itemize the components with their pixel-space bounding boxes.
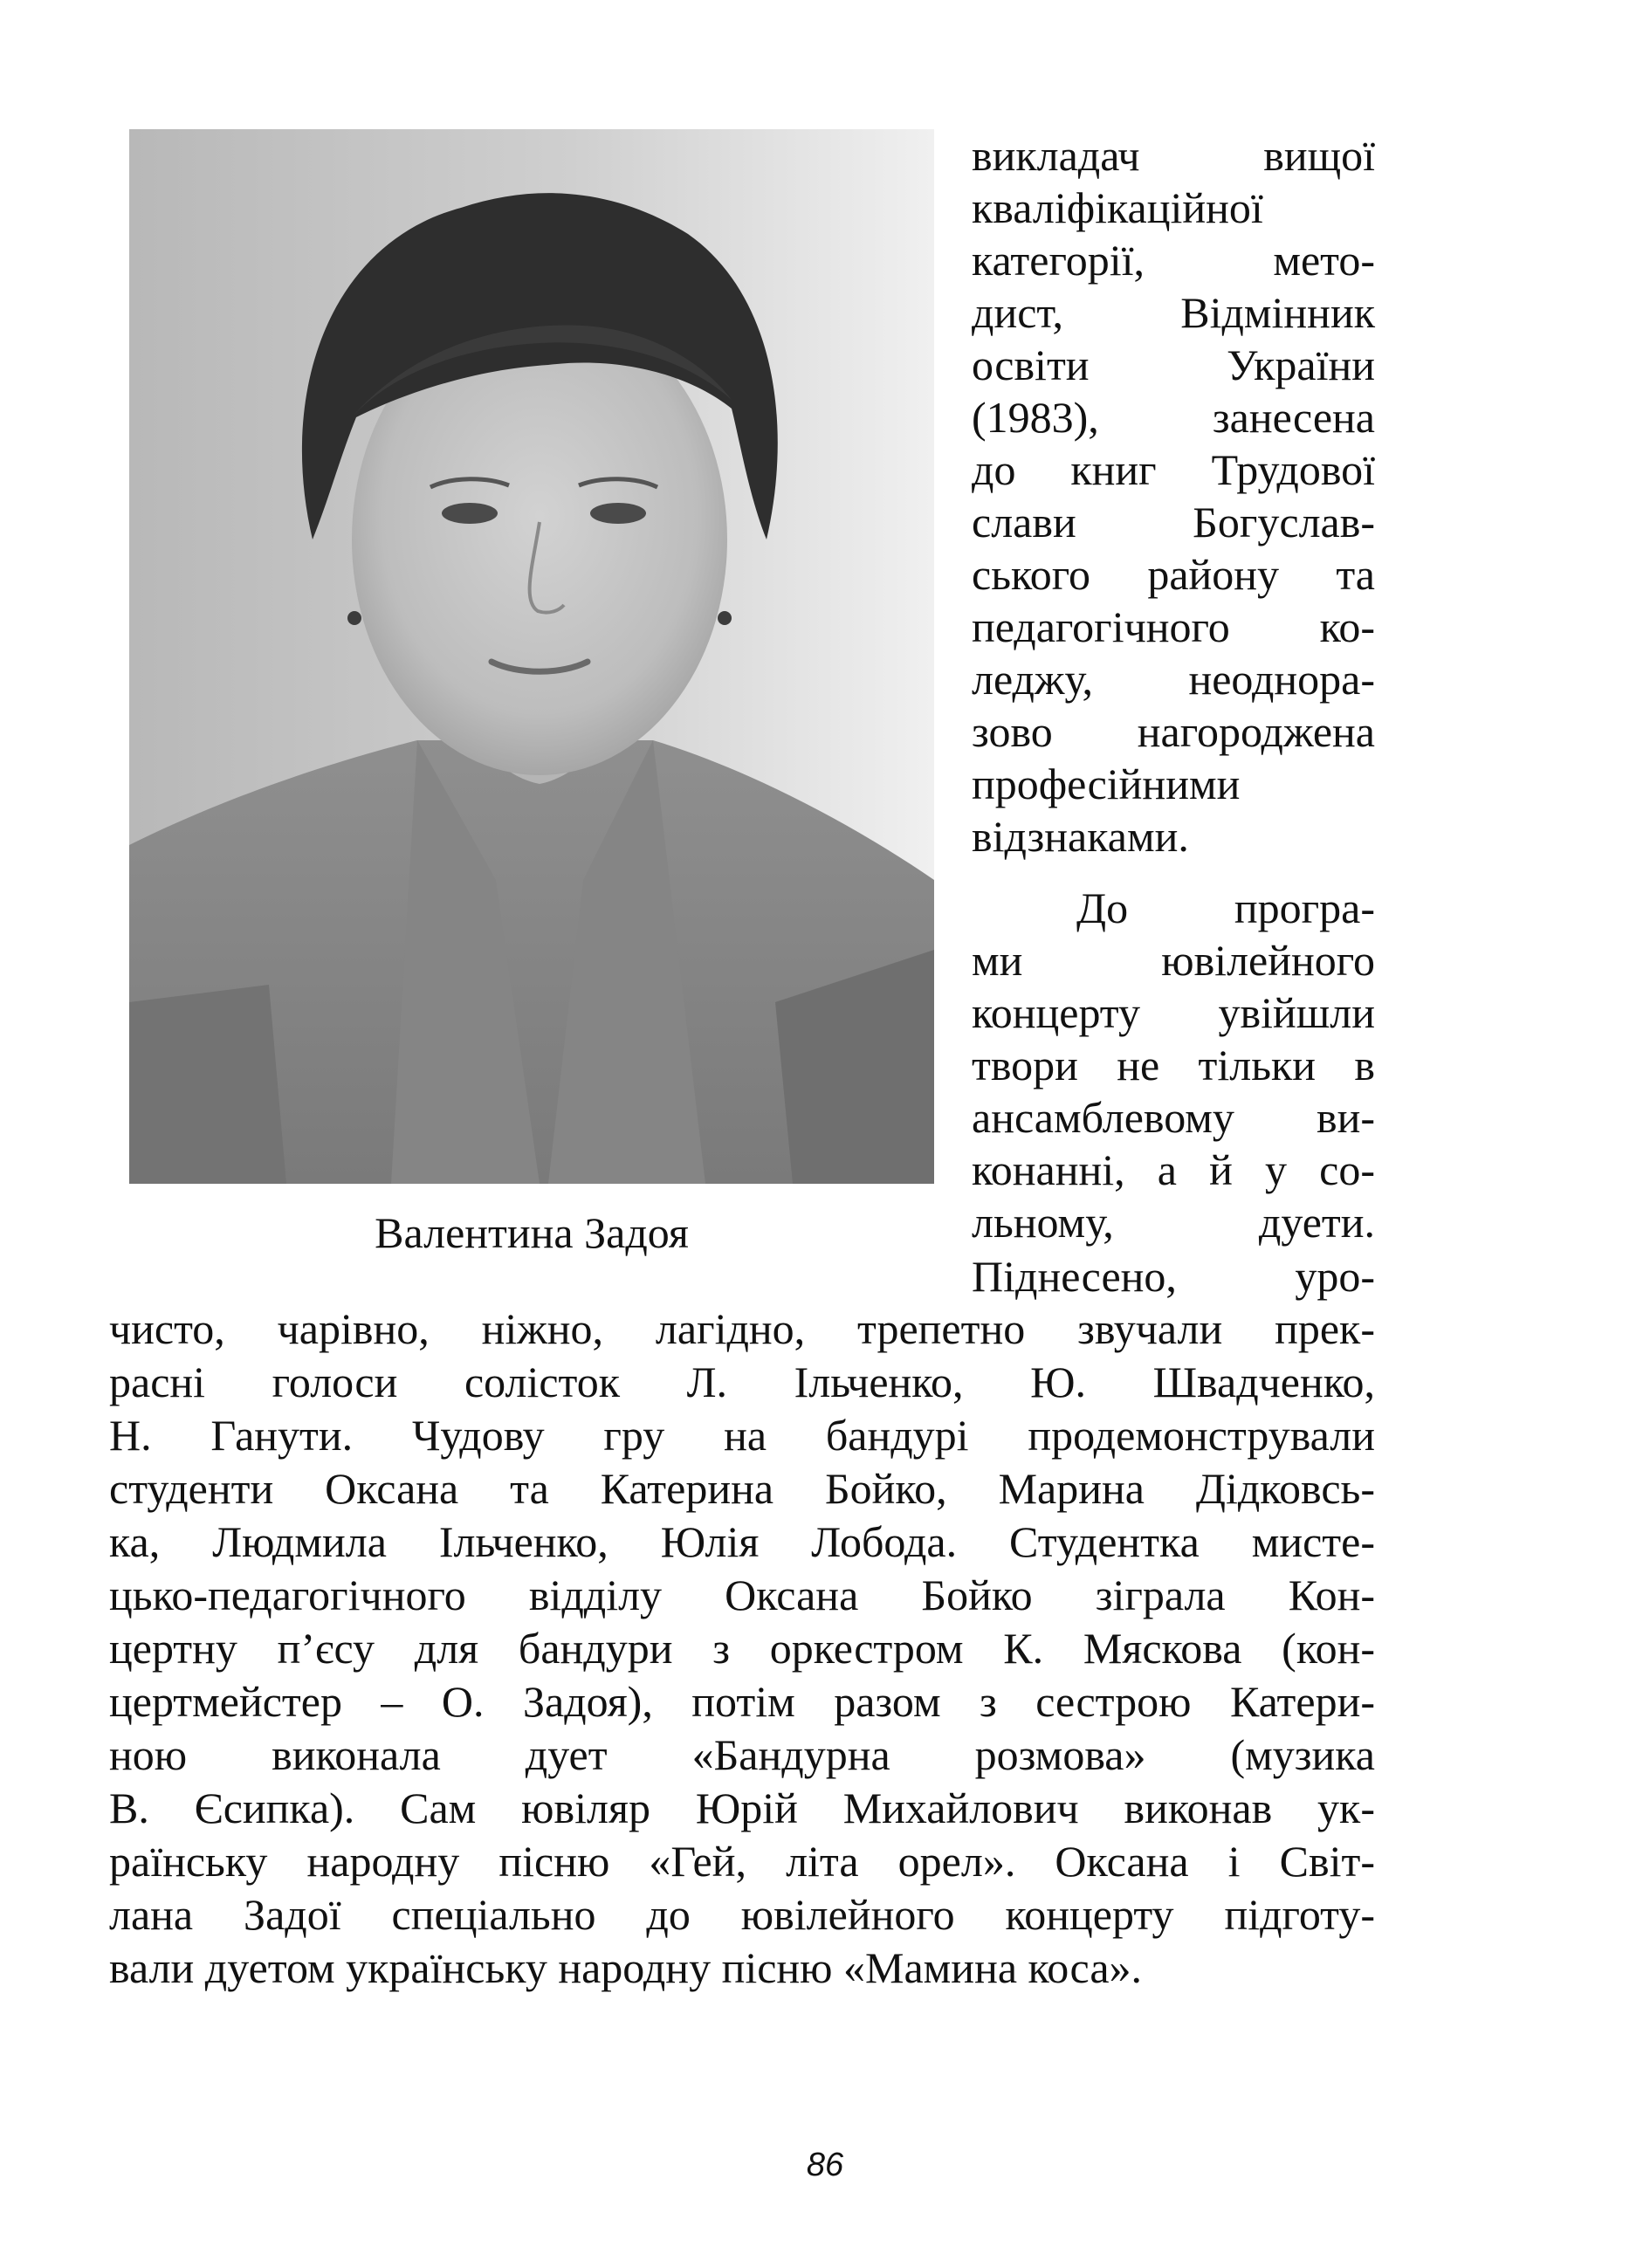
text-line: студенти Оксана та Катерина Бойко, Марина Дідковсь- <box>109 1464 1375 1513</box>
page-number: 86 <box>806 2147 844 2183</box>
text-line: леджу, неоднора- <box>972 655 1375 704</box>
text-line: категорії, мето- <box>972 236 1375 285</box>
text-line: професійними <box>972 759 1241 808</box>
text-line: цертну п’єсу для бандури з оркестром К. Мяскова (кон- <box>109 1624 1375 1673</box>
text-line: викладач вищої <box>972 131 1375 180</box>
text-line: (1983), занесена <box>972 393 1375 442</box>
text-line: відзнаками. <box>972 812 1189 861</box>
text-line: кваліфікаційної <box>972 183 1263 232</box>
text-line: ського району та <box>972 550 1375 599</box>
text-line: ми ювілейного <box>972 936 1375 985</box>
text-line: Н. Ганути. Чудову гру на бандурі продемонстрували <box>109 1411 1375 1460</box>
text-line: ка, Людмила Ільченко, Юлія Лобода. Студентка мисте- <box>109 1517 1375 1566</box>
text-line: ною виконала дует «Бандурна розмова» (музика <box>109 1730 1375 1779</box>
text-line: цертмейстер – О. Задоя), потім разом з сестрою Катери- <box>109 1677 1375 1726</box>
text-line: конанні, а й у со- <box>972 1145 1375 1194</box>
text-line: цько-педагогічного відділу Оксана Бойко зіграла Кон- <box>109 1570 1375 1619</box>
text-line: лана Задої спеціально до ювілейного концерту підготу- <box>109 1890 1375 1939</box>
photo-caption: Валентина Задоя <box>375 1208 689 1257</box>
text-line: В. Єсипка). Сам ювіляр Юрій Михайлович виконав ук- <box>109 1783 1375 1832</box>
text-line: дист, Відмінник <box>972 288 1375 337</box>
portrait-image <box>129 129 934 1184</box>
text-line: Піднесено, уро- <box>972 1252 1375 1301</box>
text-line: до книг Трудової <box>972 445 1375 494</box>
text-line: раїнську народну пісню «Гей, літа орел». Оксана і Світ- <box>109 1837 1375 1886</box>
text-line: льному, дуети. <box>972 1198 1375 1247</box>
text-line: До програ- <box>1076 883 1375 932</box>
text-line: чисто, чарівно, ніжно, лагідно, трепетно звучали прек- <box>109 1304 1375 1353</box>
text-line: освіти України <box>972 340 1375 389</box>
text-line: вали дуетом українську народну пісню «Мамина коса». <box>109 1943 1143 1992</box>
text-line: концерту увійшли <box>972 988 1375 1037</box>
portrait-photo <box>129 129 934 1184</box>
text-line: зово нагороджена <box>972 707 1375 756</box>
text-line: слави Богуслав- <box>972 498 1375 546</box>
text-line: расні голоси солісток Л. Ільченко, Ю. Швадченко, <box>109 1357 1375 1406</box>
text-line: педагогічного ко- <box>972 602 1375 651</box>
text-line: ансамблевому ви- <box>972 1093 1375 1142</box>
text-line: твори не тільки в <box>972 1041 1375 1089</box>
